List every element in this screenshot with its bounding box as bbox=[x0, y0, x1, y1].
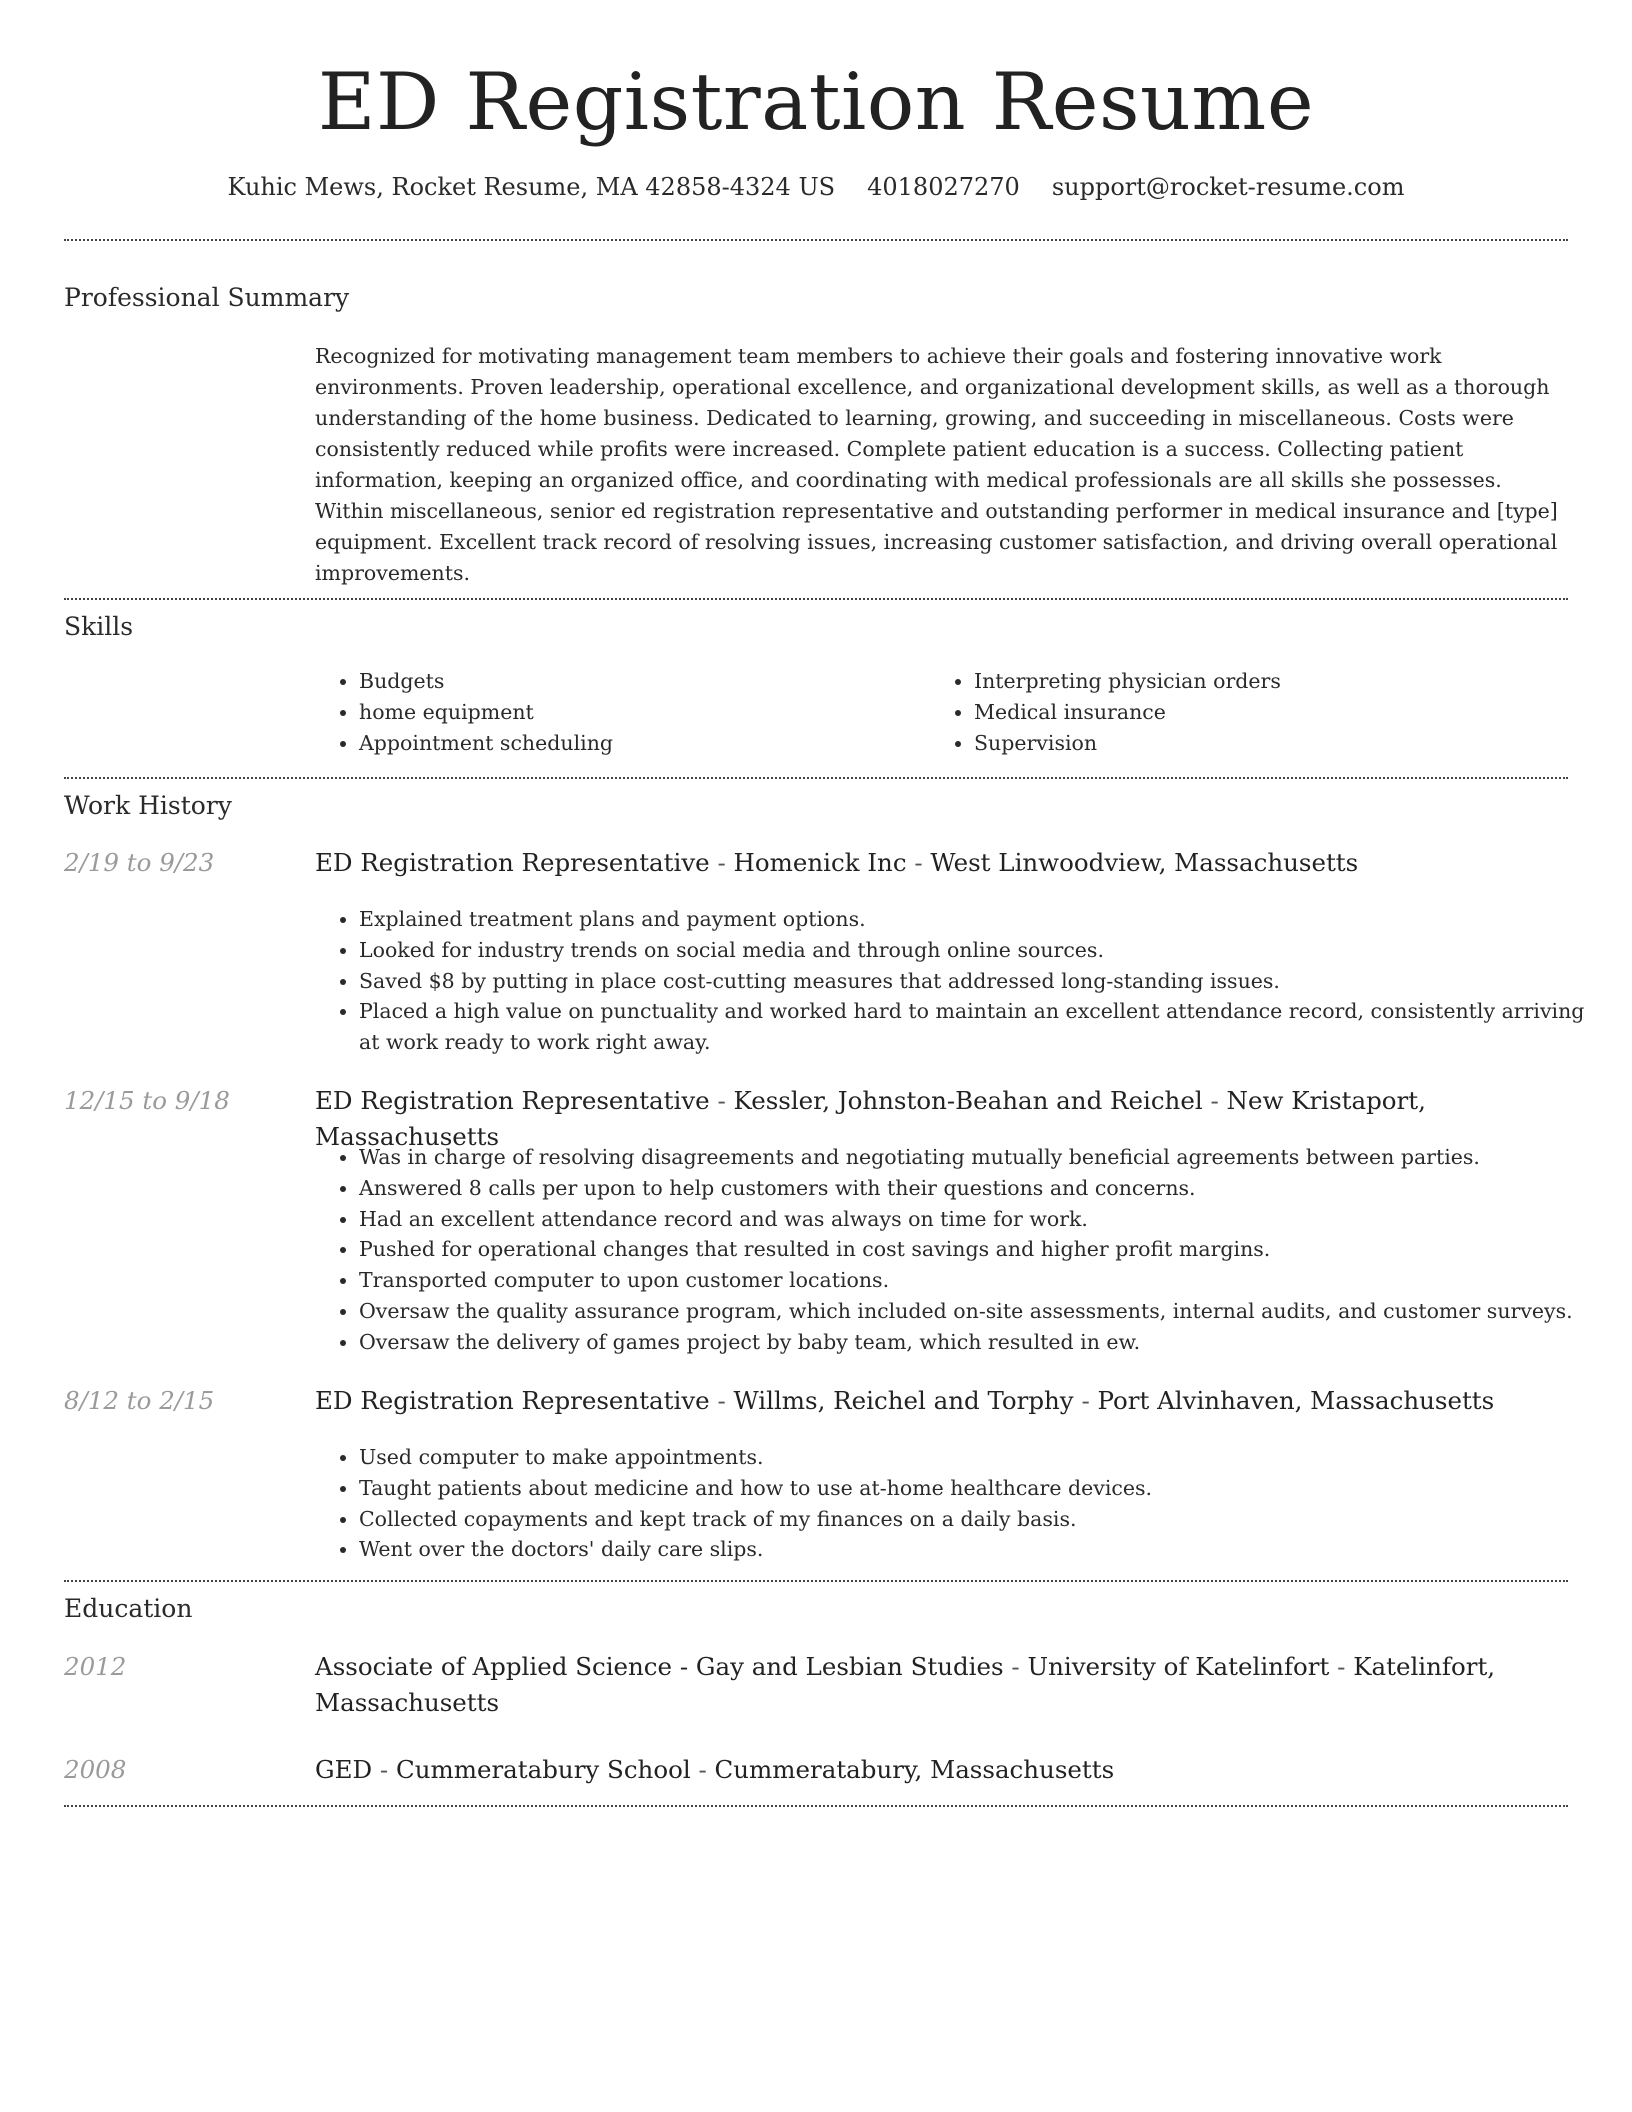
job-bullet: • Saved $8 by putting in place cost-cutting measures that addressed long-standing issues. bbox=[359, 966, 1599, 997]
education-location: Katelinfort, Massachusetts bbox=[315, 1652, 1496, 1717]
job-bullet: • Placed a high value on punctuality and worked hard to maintain an excellent attendance record, consistently arriving at work ready to work right away. bbox=[359, 996, 1599, 1058]
job-bullet: • Answered 8 calls per upon to help customers with their questions and concerns. bbox=[359, 1173, 1599, 1204]
skill-item: • Budgets bbox=[359, 666, 939, 697]
job-bullet: • Was in charge of resolving disagreements and negotiating mutually beneficial agreements between parties. bbox=[359, 1142, 1599, 1173]
job-heading: ED Registration Representative - Willms, Reichel and Torphy - Port Alvinhaven, Massachusetts bbox=[315, 1386, 1495, 1415]
job-title: ED Registration Representative bbox=[315, 1386, 710, 1415]
job-location: Port Alvinhaven, Massachusetts bbox=[1097, 1386, 1495, 1415]
skill-item: • Supervision bbox=[974, 728, 1594, 759]
resume-title: ED Registration Resume bbox=[317, 56, 1315, 148]
education-degree: GED bbox=[315, 1755, 373, 1784]
contact-email[interactable]: support@rocket-resume.com bbox=[1051, 173, 1405, 201]
skills-list-right bbox=[930, 666, 1594, 758]
skill-item: • Appointment scheduling bbox=[359, 728, 939, 759]
job-company: Homenick Inc bbox=[733, 848, 907, 877]
job-title: ED Registration Representative bbox=[315, 1086, 710, 1115]
job-bullet: • Looked for industry trends on social media and through online sources. bbox=[359, 935, 1599, 966]
contact-phone: 4018027270 bbox=[867, 173, 1020, 201]
education-year: 2012 bbox=[64, 1652, 127, 1681]
education-location: Cummeratabury, Massachusetts bbox=[714, 1755, 1115, 1784]
job-bullet: • Taught patients about medicine and how to use at-home healthcare devices. bbox=[359, 1473, 1599, 1504]
job-bullet: • Oversaw the quality assurance program, which included on-site assessments, internal audits, and customer surveys. bbox=[359, 1296, 1599, 1327]
divider bbox=[64, 598, 1568, 600]
education-school: University of Katelinfort bbox=[1027, 1652, 1330, 1681]
job-bullets bbox=[315, 904, 1599, 1058]
job-bullet: • Went over the doctors' daily care slips. bbox=[359, 1534, 1599, 1565]
job-bullet: • Pushed for operational changes that resulted in cost savings and higher profit margins. bbox=[359, 1234, 1599, 1265]
skills-list-left bbox=[315, 666, 939, 758]
job-bullet: • Had an excellent attendance record and was always on time for work. bbox=[359, 1204, 1599, 1235]
contact-line bbox=[0, 170, 1632, 204]
job-location: New Kristaport, Massachusetts bbox=[315, 1086, 1426, 1151]
job-dates: 8/12 to 2/15 bbox=[64, 1386, 215, 1415]
job-dates: 12/15 to 9/18 bbox=[64, 1086, 230, 1115]
divider bbox=[64, 777, 1568, 779]
section-title-education: Education bbox=[64, 1594, 193, 1623]
divider bbox=[64, 1580, 1568, 1582]
section-title-skills: Skills bbox=[64, 612, 134, 641]
section-title-work: Work History bbox=[64, 791, 232, 820]
education-year: 2008 bbox=[64, 1755, 127, 1784]
job-bullets bbox=[315, 1142, 1599, 1358]
job-bullet: • Collected copayments and kept track of my finances on a daily basis. bbox=[359, 1504, 1599, 1535]
section-title-summary: Professional Summary bbox=[64, 283, 350, 312]
education-heading: Associate of Applied Science - Gay and Lesbian Studies - University of Katelinfort - Katelinfort, Massachusetts bbox=[315, 1652, 1496, 1717]
job-dates: 2/19 to 9/23 bbox=[64, 848, 215, 877]
divider bbox=[64, 239, 1568, 241]
summary-text: Recognized for motivating management team members to achieve their goals and fostering innovative work environments. Proven leadership, operational excellence, and organizational development skills, as well as a thorough understanding of the home business. Dedicated to learning, growing, and succeeding in miscellaneous. Costs were consistently reduced while profits were increased. Complete patient education is a success. Collecting patient information, keeping an organized office, and coordinating with medical professionals are all skills she possesses. Within miscellaneous, senior ed registration representative and outstanding performer in medical insurance and [type] equipment. Excellent track record of resolving issues, increasing customer satisfaction, and driving overall operational improvements. bbox=[315, 344, 1558, 585]
job-bullets bbox=[315, 1442, 1599, 1565]
job-bullet: • Transported computer to upon customer locations. bbox=[359, 1265, 1599, 1296]
job-title: ED Registration Representative bbox=[315, 848, 710, 877]
job-bullet: • Explained treatment plans and payment options. bbox=[359, 904, 1599, 935]
job-heading: ED Registration Representative - Kessler, Johnston-Beahan and Reichel - New Kristaport, Massachusetts bbox=[315, 1086, 1426, 1151]
skill-item: • Interpreting physician orders bbox=[974, 666, 1594, 697]
job-bullet: • Oversaw the delivery of games project by baby team, which resulted in ew. bbox=[359, 1327, 1599, 1358]
divider bbox=[64, 1805, 1568, 1807]
skill-item: • Medical insurance bbox=[974, 697, 1594, 728]
contact-address: Kuhic Mews, Rocket Resume, MA 42858-4324 US bbox=[227, 173, 836, 201]
skill-item: • home equipment bbox=[359, 697, 939, 728]
education-degree: Associate of Applied Science - Gay and Lesbian Studies bbox=[315, 1652, 1004, 1681]
job-bullet: • Used computer to make appointments. bbox=[359, 1442, 1599, 1473]
job-heading: ED Registration Representative - Homenick Inc - West Linwoodview, Massachusetts bbox=[315, 848, 1359, 877]
education-heading: GED - Cummeratabury School - Cummeratabury, Massachusetts bbox=[315, 1755, 1115, 1784]
job-location: West Linwoodview, Massachusetts bbox=[930, 848, 1359, 877]
job-company: Willms, Reichel and Torphy bbox=[733, 1386, 1074, 1415]
education-school: Cummeratabury School bbox=[395, 1755, 691, 1784]
job-company: Kessler, Johnston-Beahan and Reichel bbox=[733, 1086, 1203, 1115]
